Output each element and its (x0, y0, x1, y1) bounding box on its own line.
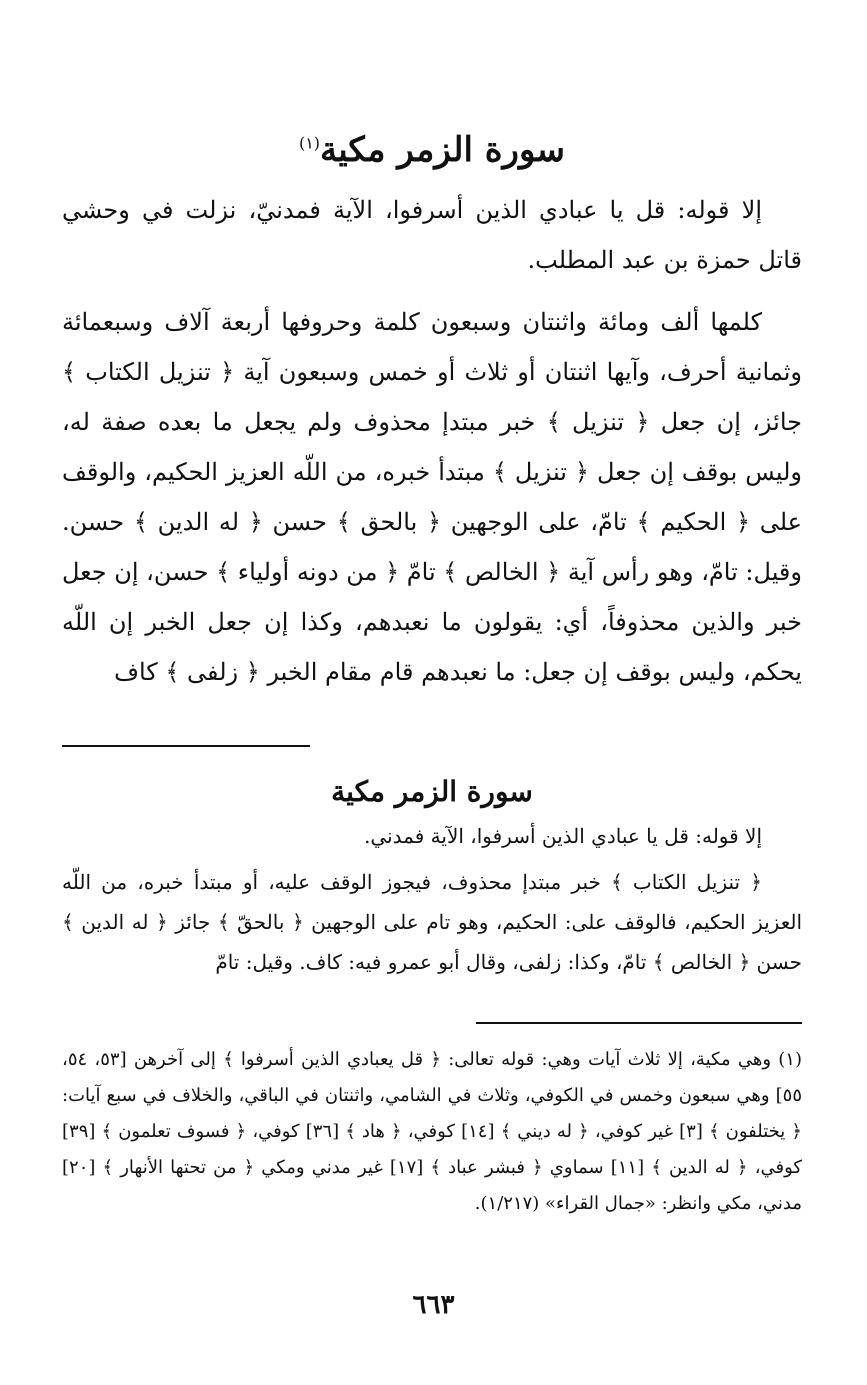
footnote-divider (476, 1022, 802, 1024)
title-footnote-marker: (١) (298, 133, 321, 153)
section-divider (62, 745, 310, 747)
footnote: (١) وهي مكية، إلا ثلاث آيات وهي: قوله تعالى: ﴿ قل يعبادي الذين أسرفوا ﴾ إلى آخرهن [٥٣، ٥٤، ٥٥] وهي سبعون وخمس في الكوفي، وثلاث في الشامي، واثنتان في الباقي، والخلاف في سبع آيات: ﴿ يختلفون ﴾ [٣] غير كوفي، ﴿ له ديني ﴾ [١٤] كوفي، ﴿ هاد ﴾ [٣٦] كوفي، ﴿ فسوف تعلمون ﴾ [٣٩] كوفي، ﴿ له الدين ﴾ [١١] سماوي ﴿ فبشر عباد ﴾ [١٧] غير مدني ومكي ﴿ من تحتها الأنهار ﴾ [٢٠] مدني، مكي وانظر: «جمال القراء» (١/٢١٧). (62, 1048, 802, 1214)
secondary-title: سورة الزمر مكية (331, 774, 533, 808)
page-number: ٦٦٣ (412, 1290, 455, 1320)
secondary-line-2: ﴿ تنزيل الكتاب ﴾ خبر مبتدإ محذوف، فيجوز الوقف عليه، أو مبتدأ خبره، من اللّه العزيز الحكيم، فالوقف على: الحكيم، وهو تام على الوجهين ﴿ بالحقّ ﴾ جائز ﴿ له الدين ﴾ حسن ﴿ الخالص ﴾ تامّ، وكذا: زلفى، وقال أبو عمرو فيه: كاف. وقيل: تامّ (62, 869, 802, 974)
page-content (62, 130, 802, 1240)
secondary-line-1: إلا قوله: قل يا عبادي الذين أسرفوا، الآية فمدني. (364, 823, 762, 848)
title-text: سورة الزمر مكية (320, 130, 566, 170)
page-title (62, 130, 802, 171)
intro-paragraph: إلا قوله: قل يا عبادي الذين أسرفوا، الآية فمدنيّ، نزلت في وحشي قاتل حمزة بن عبد المطلب. (62, 195, 802, 274)
body-paragraph: كلمها ألف ومائة واثنتان وسبعون كلمة وحروفها أربعة آلاف وسبعمائة وثمانية أحرف، وآيها اثنتان أو ثلاث أو خمس وسبعون آية ﴿ تنزيل الكتاب ﴾ جائز، إن جعل ﴿ تنزيل ﴾ خبر مبتدإ محذوف ولم يجعل ما بعده صفة له، وليس بوقف إن جعل ﴿ تنزيل ﴾ مبتدأ خبره، من اللّه العزيز الحكيم، والوقف على ﴿ الحكيم ﴾ تامّ، على الوجهين ﴿ بالحق ﴾ حسن ﴿ له الدين ﴾ حسن. وقيل: تامّ، وهو رأس آية ﴿ الخالص ﴾ تامّ ﴿ من دونه أولياء ﴾ حسن، إن جعل خبر والذين محذوفاً، أي: يقولون ما نعبدهم، وكذا إن جعل الخبر إن اللّه يحكم، وليس بوقف إن جعل: ما نعبدهم قام مقام الخبر ﴿ زلفى ﴾ كاف (62, 307, 803, 686)
